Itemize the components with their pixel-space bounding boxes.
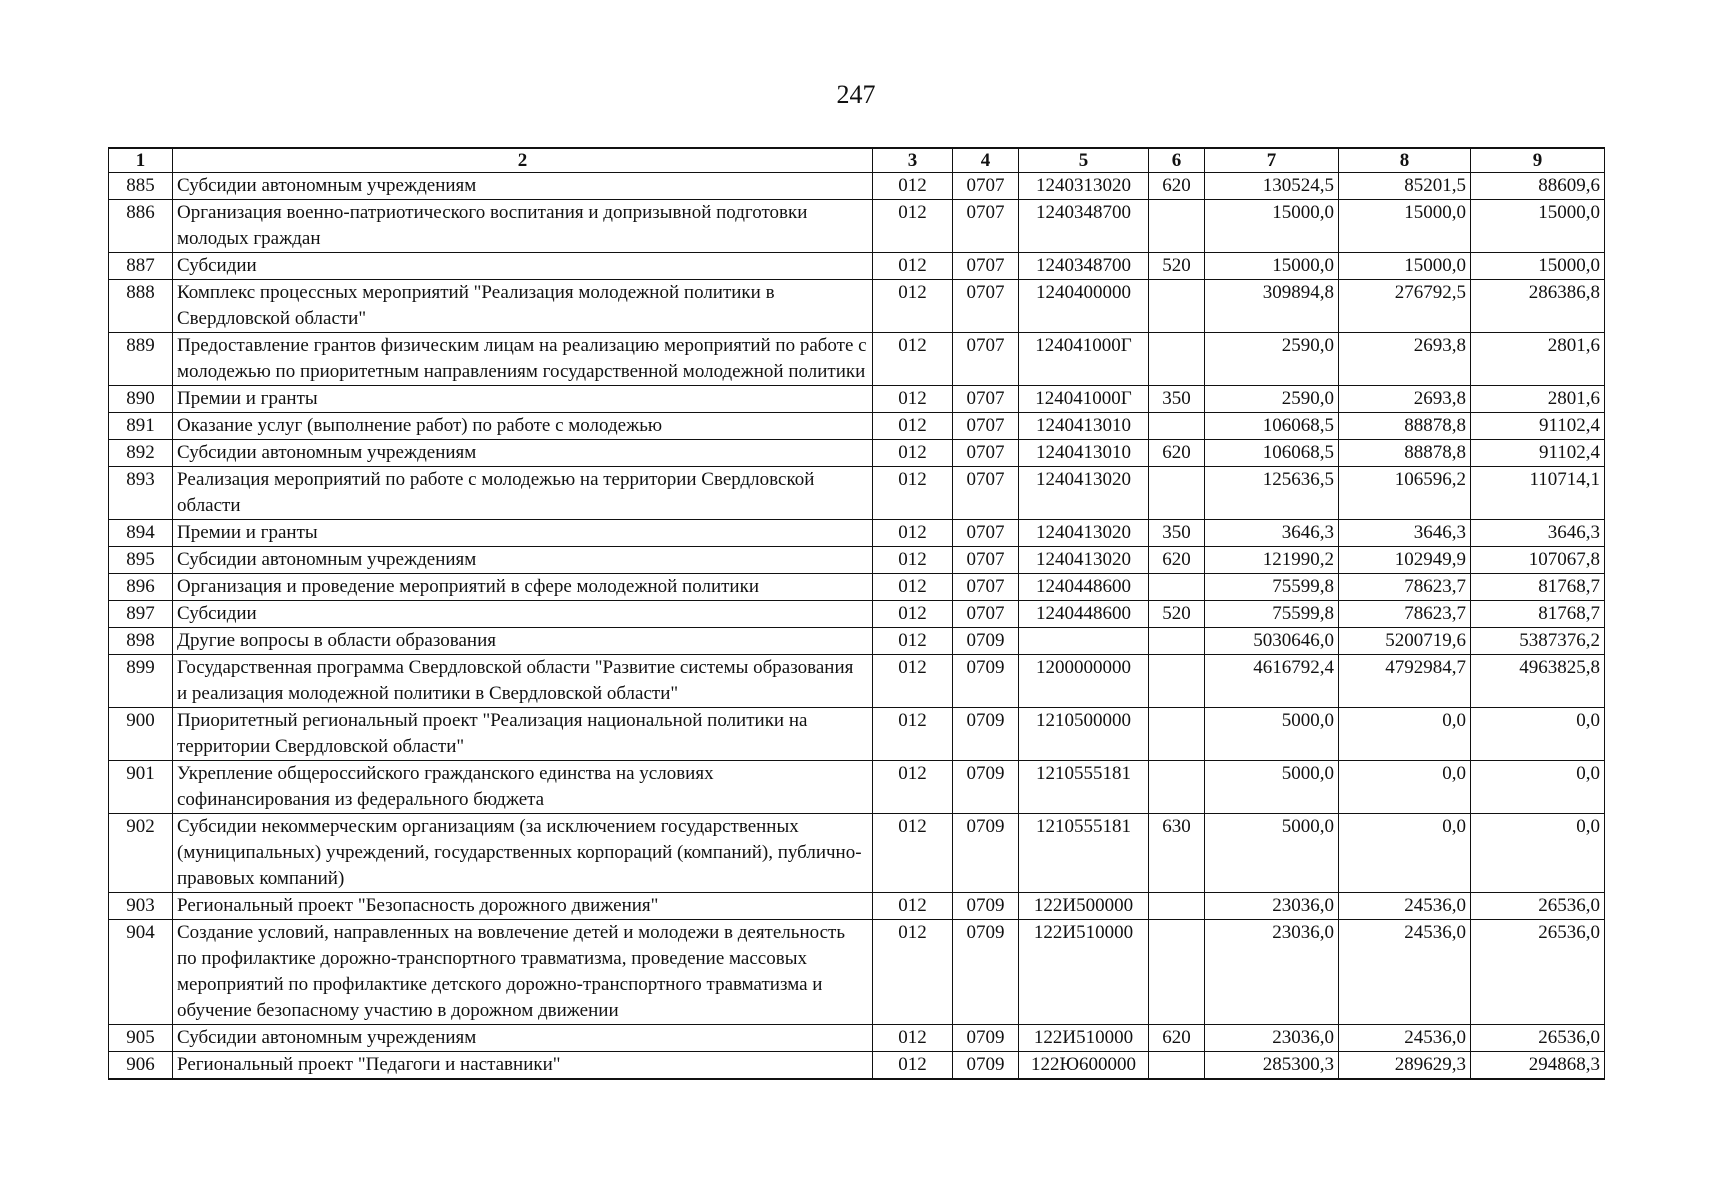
table-row: [109, 200, 1605, 253]
column-header-8: 8: [1339, 148, 1471, 173]
column-header-9: 9: [1471, 148, 1605, 173]
ministry-code: 012: [873, 253, 953, 280]
amount-col-8: 15000,0: [1339, 200, 1471, 253]
expense-type-code: 630: [1149, 814, 1205, 893]
target-article-code: 1210500000: [1019, 708, 1149, 761]
amount-col-9: 2801,6: [1471, 386, 1605, 413]
amount-col-9: 81768,7: [1471, 574, 1605, 601]
amount-col-9: 0,0: [1471, 708, 1605, 761]
amount-col-8: 3646,3: [1339, 520, 1471, 547]
row-number: 904: [109, 920, 173, 1025]
target-article-code: 1210555181: [1019, 814, 1149, 893]
expense-type-code: [1149, 574, 1205, 601]
section-code: 0707: [953, 413, 1019, 440]
row-number: 903: [109, 893, 173, 920]
section-code: 0707: [953, 467, 1019, 520]
amount-col-7: 285300,3: [1205, 1052, 1339, 1080]
target-article-code: 1240413010: [1019, 413, 1149, 440]
table-row: [109, 814, 1605, 893]
amount-col-8: 5200719,6: [1339, 628, 1471, 655]
row-name: Организация военно-патриотического воспитания и допризывной подготовки молодых граждан: [173, 200, 873, 253]
section-code: 0709: [953, 628, 1019, 655]
expense-type-code: 620: [1149, 173, 1205, 200]
amount-col-9: 286386,8: [1471, 280, 1605, 333]
amount-col-8: 102949,9: [1339, 547, 1471, 574]
row-name: Региональный проект "Безопасность дорожного движения": [173, 893, 873, 920]
target-article-code: 1240413010: [1019, 440, 1149, 467]
amount-col-9: 0,0: [1471, 814, 1605, 893]
expense-type-code: 520: [1149, 601, 1205, 628]
table-row: [109, 761, 1605, 814]
ministry-code: 012: [873, 520, 953, 547]
amount-col-8: 78623,7: [1339, 601, 1471, 628]
row-name: Приоритетный региональный проект "Реализация национальной политики на территории Свердловской области": [173, 708, 873, 761]
row-name: Субсидии автономным учреждениям: [173, 440, 873, 467]
target-article-code: 122И500000: [1019, 893, 1149, 920]
row-name: Премии и гранты: [173, 520, 873, 547]
ministry-code: 012: [873, 547, 953, 574]
table-row: [109, 893, 1605, 920]
amount-col-8: 24536,0: [1339, 893, 1471, 920]
amount-col-8: 106596,2: [1339, 467, 1471, 520]
target-article-code: 1240348700: [1019, 200, 1149, 253]
table-row: [109, 280, 1605, 333]
amount-col-8: 276792,5: [1339, 280, 1471, 333]
amount-col-7: 75599,8: [1205, 574, 1339, 601]
amount-col-8: 4792984,7: [1339, 655, 1471, 708]
row-name: Укрепление общероссийского гражданского единства на условиях софинансирования из федерального бюджета: [173, 761, 873, 814]
column-header-5: 5: [1019, 148, 1149, 173]
section-code: 0709: [953, 920, 1019, 1025]
amount-col-9: 88609,6: [1471, 173, 1605, 200]
row-number: 886: [109, 200, 173, 253]
amount-col-7: 5030646,0: [1205, 628, 1339, 655]
ministry-code: 012: [873, 200, 953, 253]
table-body: [109, 173, 1605, 1080]
ministry-code: 012: [873, 467, 953, 520]
row-name: Создание условий, направленных на вовлечение детей и молодежи в деятельность по профилактике дорожно-транспортного травматизма, проведение массовых мероприятий по профилактике детского дорожно-транспортного травматизма и обучение безопасному участию в дорожном движении: [173, 920, 873, 1025]
section-code: 0707: [953, 200, 1019, 253]
row-name: Комплекс процессных мероприятий "Реализация молодежной политики в Свердловской области": [173, 280, 873, 333]
target-article-code: 1240413020: [1019, 520, 1149, 547]
amount-col-9: 110714,1: [1471, 467, 1605, 520]
amount-col-7: 106068,5: [1205, 413, 1339, 440]
target-article-code: 1240313020: [1019, 173, 1149, 200]
amount-col-9: 5387376,2: [1471, 628, 1605, 655]
amount-col-7: 15000,0: [1205, 200, 1339, 253]
row-number: 894: [109, 520, 173, 547]
section-code: 0707: [953, 386, 1019, 413]
table-row: [109, 547, 1605, 574]
target-article-code: 1240413020: [1019, 467, 1149, 520]
column-header-4: 4: [953, 148, 1019, 173]
row-number: 895: [109, 547, 173, 574]
table-row: [109, 413, 1605, 440]
amount-col-9: 15000,0: [1471, 200, 1605, 253]
amount-col-8: 85201,5: [1339, 173, 1471, 200]
amount-col-9: 294868,3: [1471, 1052, 1605, 1080]
ministry-code: 012: [873, 1025, 953, 1052]
section-code: 0707: [953, 574, 1019, 601]
ministry-code: 012: [873, 920, 953, 1025]
expense-type-code: 620: [1149, 1025, 1205, 1052]
section-code: 0709: [953, 814, 1019, 893]
amount-col-8: 2693,8: [1339, 333, 1471, 386]
table-row: [109, 386, 1605, 413]
table-row: [109, 253, 1605, 280]
table-row: [109, 920, 1605, 1025]
table-row: [109, 173, 1605, 200]
section-code: 0707: [953, 253, 1019, 280]
ministry-code: 012: [873, 655, 953, 708]
table-row: [109, 440, 1605, 467]
amount-col-7: 15000,0: [1205, 253, 1339, 280]
ministry-code: 012: [873, 761, 953, 814]
target-article-code: 124041000Г: [1019, 333, 1149, 386]
section-code: 0707: [953, 547, 1019, 574]
row-number: 901: [109, 761, 173, 814]
amount-col-9: 0,0: [1471, 761, 1605, 814]
budget-table: [108, 147, 1605, 1080]
expense-type-code: [1149, 333, 1205, 386]
table-row: [109, 655, 1605, 708]
amount-col-7: 2590,0: [1205, 386, 1339, 413]
row-name: Оказание услуг (выполнение работ) по работе с молодежью: [173, 413, 873, 440]
ministry-code: 012: [873, 708, 953, 761]
row-number: 893: [109, 467, 173, 520]
section-code: 0707: [953, 440, 1019, 467]
expense-type-code: [1149, 628, 1205, 655]
ministry-code: 012: [873, 814, 953, 893]
section-code: 0709: [953, 708, 1019, 761]
row-number: 898: [109, 628, 173, 655]
row-number: 896: [109, 574, 173, 601]
section-code: 0707: [953, 520, 1019, 547]
table-row: [109, 628, 1605, 655]
row-number: 892: [109, 440, 173, 467]
target-article-code: 1200000000: [1019, 655, 1149, 708]
section-code: 0707: [953, 333, 1019, 386]
target-article-code: 1240348700: [1019, 253, 1149, 280]
ministry-code: 012: [873, 333, 953, 386]
table-row: [109, 1052, 1605, 1080]
row-name: Реализация мероприятий по работе с молодежью на территории Свердловской области: [173, 467, 873, 520]
section-code: 0709: [953, 761, 1019, 814]
row-name: Премии и гранты: [173, 386, 873, 413]
target-article-code: 122Ю600000: [1019, 1052, 1149, 1080]
amount-col-9: 81768,7: [1471, 601, 1605, 628]
row-number: 900: [109, 708, 173, 761]
section-code: 0709: [953, 1052, 1019, 1080]
ministry-code: 012: [873, 280, 953, 333]
amount-col-7: 75599,8: [1205, 601, 1339, 628]
row-number: 905: [109, 1025, 173, 1052]
row-number: 885: [109, 173, 173, 200]
amount-col-7: 4616792,4: [1205, 655, 1339, 708]
target-article-code: 1240448600: [1019, 574, 1149, 601]
header-row: [109, 148, 1605, 173]
section-code: 0709: [953, 1025, 1019, 1052]
ministry-code: 012: [873, 440, 953, 467]
expense-type-code: [1149, 467, 1205, 520]
section-code: 0707: [953, 280, 1019, 333]
ministry-code: 012: [873, 413, 953, 440]
amount-col-7: 23036,0: [1205, 893, 1339, 920]
expense-type-code: [1149, 413, 1205, 440]
table-row: [109, 333, 1605, 386]
expense-type-code: 350: [1149, 386, 1205, 413]
expense-type-code: [1149, 761, 1205, 814]
row-name: Организация и проведение мероприятий в сфере молодежной политики: [173, 574, 873, 601]
ministry-code: 012: [873, 386, 953, 413]
amount-col-7: 121990,2: [1205, 547, 1339, 574]
expense-type-code: 520: [1149, 253, 1205, 280]
row-name: Субсидии некоммерческим организациям (за исключением государственных (муниципальных) учреждений, государственных корпораций (компаний), публично-правовых компаний): [173, 814, 873, 893]
ministry-code: 012: [873, 628, 953, 655]
row-name: Субсидии: [173, 601, 873, 628]
target-article-code: 1240448600: [1019, 601, 1149, 628]
ministry-code: 012: [873, 574, 953, 601]
column-header-1: 1: [109, 148, 173, 173]
row-name: Субсидии автономным учреждениям: [173, 173, 873, 200]
table-row: [109, 1025, 1605, 1052]
expense-type-code: [1149, 708, 1205, 761]
column-header-7: 7: [1205, 148, 1339, 173]
amount-col-9: 107067,8: [1471, 547, 1605, 574]
expense-type-code: [1149, 280, 1205, 333]
ministry-code: 012: [873, 893, 953, 920]
amount-col-7: 309894,8: [1205, 280, 1339, 333]
row-number: 890: [109, 386, 173, 413]
table-row: [109, 520, 1605, 547]
expense-type-code: [1149, 920, 1205, 1025]
amount-col-8: 0,0: [1339, 708, 1471, 761]
page-number: 247: [836, 80, 876, 109]
expense-type-code: 620: [1149, 440, 1205, 467]
row-name: Субсидии: [173, 253, 873, 280]
row-number: 887: [109, 253, 173, 280]
amount-col-9: 3646,3: [1471, 520, 1605, 547]
target-article-code: 124041000Г: [1019, 386, 1149, 413]
amount-col-8: 2693,8: [1339, 386, 1471, 413]
target-article-code: 1240400000: [1019, 280, 1149, 333]
expense-type-code: 620: [1149, 547, 1205, 574]
amount-col-7: 5000,0: [1205, 708, 1339, 761]
amount-col-7: 130524,5: [1205, 173, 1339, 200]
amount-col-7: 3646,3: [1205, 520, 1339, 547]
section-code: 0709: [953, 655, 1019, 708]
ministry-code: 012: [873, 1052, 953, 1080]
amount-col-7: 23036,0: [1205, 920, 1339, 1025]
expense-type-code: [1149, 655, 1205, 708]
column-header-3: 3: [873, 148, 953, 173]
row-name: Государственная программа Свердловской области "Развитие системы образования и реализация молодежной политики в Свердловской области": [173, 655, 873, 708]
target-article-code: [1019, 628, 1149, 655]
amount-col-8: 88878,8: [1339, 413, 1471, 440]
ministry-code: 012: [873, 173, 953, 200]
amount-col-7: 106068,5: [1205, 440, 1339, 467]
amount-col-7: 2590,0: [1205, 333, 1339, 386]
table-row: [109, 601, 1605, 628]
expense-type-code: 350: [1149, 520, 1205, 547]
row-number: 897: [109, 601, 173, 628]
amount-col-9: 15000,0: [1471, 253, 1605, 280]
row-number: 888: [109, 280, 173, 333]
table-row: [109, 708, 1605, 761]
target-article-code: 122И510000: [1019, 920, 1149, 1025]
amount-col-9: 26536,0: [1471, 893, 1605, 920]
column-header-6: 6: [1149, 148, 1205, 173]
amount-col-8: 78623,7: [1339, 574, 1471, 601]
expense-type-code: [1149, 893, 1205, 920]
row-name: Предоставление грантов физическим лицам на реализацию мероприятий по работе с молодежью по приоритетным направлениям государственной молодежной политики: [173, 333, 873, 386]
row-number: 899: [109, 655, 173, 708]
amount-col-8: 88878,8: [1339, 440, 1471, 467]
expense-type-code: [1149, 200, 1205, 253]
amount-col-9: 91102,4: [1471, 413, 1605, 440]
section-code: 0707: [953, 173, 1019, 200]
section-code: 0709: [953, 893, 1019, 920]
amount-col-7: 5000,0: [1205, 814, 1339, 893]
row-name: Другие вопросы в области образования: [173, 628, 873, 655]
row-name: Субсидии автономным учреждениям: [173, 1025, 873, 1052]
target-article-code: 1210555181: [1019, 761, 1149, 814]
column-header-2: 2: [173, 148, 873, 173]
row-number: 889: [109, 333, 173, 386]
amount-col-8: 24536,0: [1339, 920, 1471, 1025]
amount-col-9: 2801,6: [1471, 333, 1605, 386]
ministry-code: 012: [873, 601, 953, 628]
row-number: 891: [109, 413, 173, 440]
row-name: Региональный проект "Педагоги и наставники": [173, 1052, 873, 1080]
table-row: [109, 574, 1605, 601]
amount-col-8: 0,0: [1339, 761, 1471, 814]
amount-col-8: 24536,0: [1339, 1025, 1471, 1052]
amount-col-7: 125636,5: [1205, 467, 1339, 520]
target-article-code: 122И510000: [1019, 1025, 1149, 1052]
row-number: 902: [109, 814, 173, 893]
section-code: 0707: [953, 601, 1019, 628]
amount-col-9: 26536,0: [1471, 1025, 1605, 1052]
amount-col-8: 0,0: [1339, 814, 1471, 893]
amount-col-8: 289629,3: [1339, 1052, 1471, 1080]
amount-col-9: 4963825,8: [1471, 655, 1605, 708]
amount-col-9: 26536,0: [1471, 920, 1605, 1025]
row-name: Субсидии автономным учреждениям: [173, 547, 873, 574]
row-number: 906: [109, 1052, 173, 1080]
amount-col-7: 5000,0: [1205, 761, 1339, 814]
expense-type-code: [1149, 1052, 1205, 1080]
amount-col-7: 23036,0: [1205, 1025, 1339, 1052]
amount-col-9: 91102,4: [1471, 440, 1605, 467]
table-row: [109, 467, 1605, 520]
amount-col-8: 15000,0: [1339, 253, 1471, 280]
target-article-code: 1240413020: [1019, 547, 1149, 574]
